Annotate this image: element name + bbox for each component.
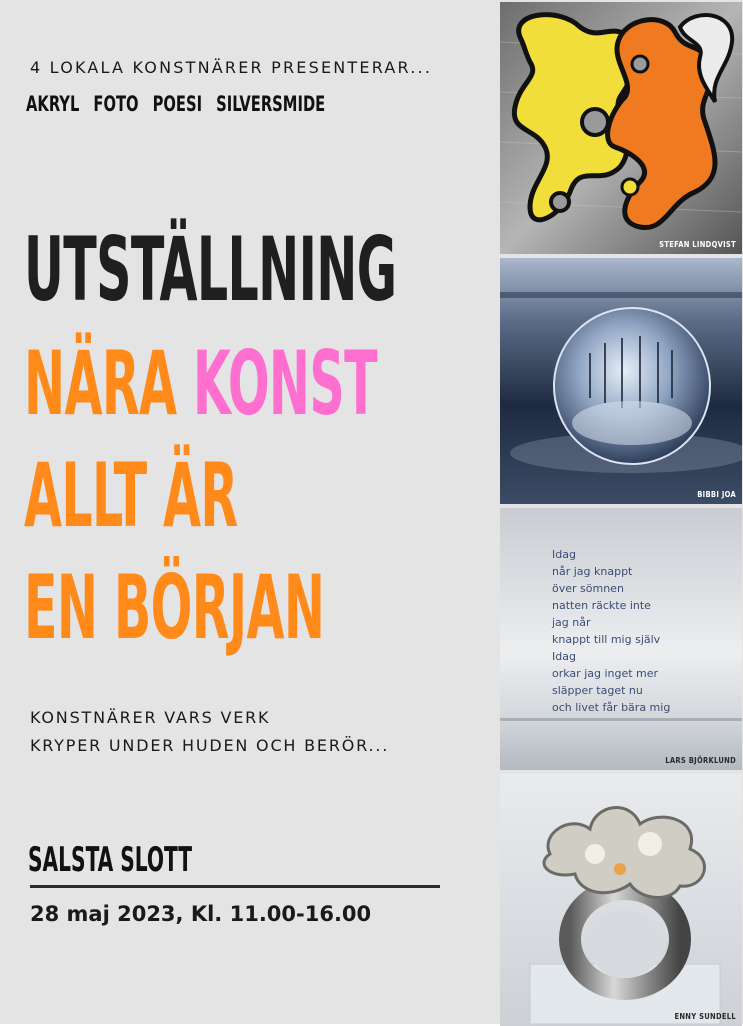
poem-line: når jag knappt: [552, 565, 633, 578]
media-item: FOTO: [93, 92, 139, 116]
poem-line: över sömnen: [552, 582, 624, 595]
venue-title: SALSTA SLOTT: [28, 840, 193, 880]
poem-line: jag når: [552, 616, 591, 629]
photo-credit: STEFAN LINDQVIST: [659, 240, 736, 249]
media-item: AKRYL: [26, 92, 80, 116]
photo-credit: ENNY SUNDELL: [674, 1012, 736, 1021]
headline-line-3: ALLT ÄR: [24, 444, 238, 547]
tagline-line-1: KONSTNÄRER VARS VERK: [30, 708, 271, 727]
headline-line-2: [24, 332, 377, 435]
poem-image: [500, 508, 742, 770]
photo-credit: LARS BJÖRKLUND: [665, 756, 736, 765]
headline-line-4: EN BÖRJAN: [24, 556, 325, 659]
photo-credit: BIBBI JOA: [697, 490, 736, 499]
divider: [30, 885, 440, 888]
media-list: [26, 92, 339, 116]
abstract-painting-image: [500, 2, 742, 254]
headline-nara: NÄRA: [24, 332, 177, 435]
poem-line: natten räckte inte: [552, 599, 651, 612]
poem-line: knappt till mig själv: [552, 633, 661, 646]
event-date: 28 maj 2023, Kl. 11.00-16.00: [30, 902, 372, 926]
tagline-line-2: KRYPER UNDER HUDEN OCH BERÖR...: [30, 736, 390, 755]
photo-column: [500, 2, 743, 1024]
glass-sphere-photo: [500, 258, 742, 504]
media-item: SILVERSMIDE: [216, 92, 326, 116]
headline-line-1: UTSTÄLLNING: [24, 218, 397, 321]
poem-line: och livet får bära mig: [552, 701, 671, 714]
silver-ring-photo: [500, 774, 742, 1026]
poem-line: Idag: [552, 650, 576, 663]
poem-line: orkar jag inget mer: [552, 667, 659, 680]
media-item: POESI: [152, 92, 203, 116]
poem-line: släpper taget nu: [552, 684, 643, 697]
headline-konst: KONST: [192, 332, 377, 435]
poem-line: Idag: [552, 548, 576, 561]
intro-text: 4 LOKALA KONSTNÄRER PRESENTERAR...: [30, 58, 433, 77]
poem-text: [552, 546, 670, 716]
